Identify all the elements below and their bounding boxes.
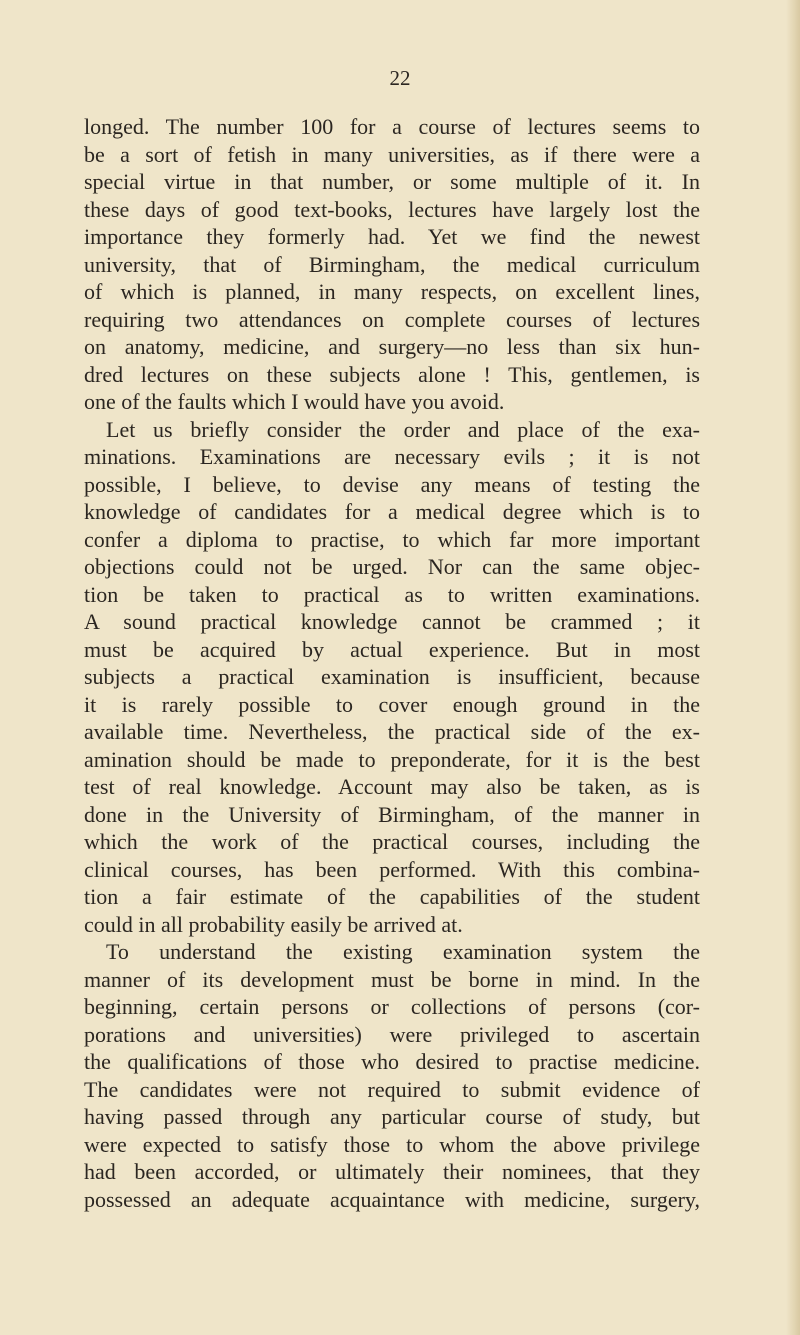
text-line: tion a fair estimate of the capabilities of the student	[84, 884, 700, 909]
text-line: porations and universities) were privileged to ascertain	[84, 1021, 700, 1047]
text-line: beginning, certain persons or collections of persons (cor-	[84, 994, 700, 1019]
text-line: tion be taken to practical as to written examinations.	[84, 581, 700, 607]
text-line: must be acquired by actual experience. But in most	[84, 636, 700, 662]
text-line: manner of its development must be borne in mind. In the	[84, 966, 700, 992]
page-number: 22	[389, 66, 411, 90]
text-line: Let us briefly consider the order and place of the exa-	[106, 416, 700, 442]
text-line: confer a diploma to practise, to which far more important	[84, 526, 700, 552]
text-line: minations. Examinations are necessary evils ; it is not	[84, 444, 700, 469]
text-line: The candidates were not required to submit evidence of	[84, 1076, 700, 1102]
text-line: importance they formerly had. Yet we find the newest	[84, 224, 700, 249]
text-line: possible, I believe, to devise any means of testing the	[84, 471, 700, 497]
text-line: subjects a practical examination is insufficient, because	[84, 664, 700, 689]
text-line: were expected to satisfy those to whom the above privilege	[84, 1131, 700, 1157]
text-line: test of real knowledge. Account may also be taken, as is	[84, 774, 700, 799]
text-line: which the work of the practical courses, including the	[84, 829, 700, 854]
text-line: be a sort of fetish in many universities, as if there were a	[84, 141, 700, 167]
text-line: having passed through any particular course of study, but	[84, 1104, 700, 1129]
text-line: dred lectures on these subjects alone ! This, gentlemen, is	[84, 361, 700, 387]
text-line: possessed an adequate acquaintance with medicine, surgery,	[84, 1186, 700, 1212]
text-line: clinical courses, has been performed. With this combina-	[84, 856, 700, 882]
text-line: had been accorded, or ultimately their nominees, that they	[84, 1159, 700, 1184]
text-line: requiring two attendances on complete courses of lectures	[84, 306, 700, 332]
text-line: done in the University of Birmingham, of the manner in	[84, 801, 700, 827]
text-line: university, that of Birmingham, the medical curriculum	[84, 251, 700, 277]
text-line: knowledge of candidates for a medical degree which is to	[84, 499, 700, 524]
body-text	[84, 113, 700, 1213]
text-line: one of the faults which I would have you avoid.	[84, 389, 505, 414]
text-line: A sound practical knowledge cannot be crammed ; it	[84, 609, 700, 634]
text-line: available time. Nevertheless, the practical side of the ex-	[84, 719, 700, 744]
text-line: could in all probability easily be arrived at.	[84, 911, 463, 937]
text-line: objections could not be urged. Nor can the same objec-	[84, 554, 700, 579]
text-line: special virtue in that number, or some multiple of it. In	[84, 169, 700, 194]
page-edge-shadow	[786, 0, 800, 1335]
text-line: on anatomy, medicine, and surgery—no less than six hun-	[84, 334, 700, 359]
text-line: longed. The number 100 for a course of lectures seems to	[84, 114, 700, 139]
text-line: of which is planned, in many respects, on excellent lines,	[84, 279, 700, 304]
text-line: the qualifications of those who desired to practise medicine.	[84, 1049, 700, 1074]
text-line: amination should be made to preponderate, for it is the best	[84, 746, 700, 772]
text-line: these days of good text-books, lectures have largely lost the	[84, 196, 700, 222]
text-line: it is rarely possible to cover enough ground in the	[84, 691, 700, 717]
text-line: To understand the existing examination system the	[106, 939, 700, 964]
